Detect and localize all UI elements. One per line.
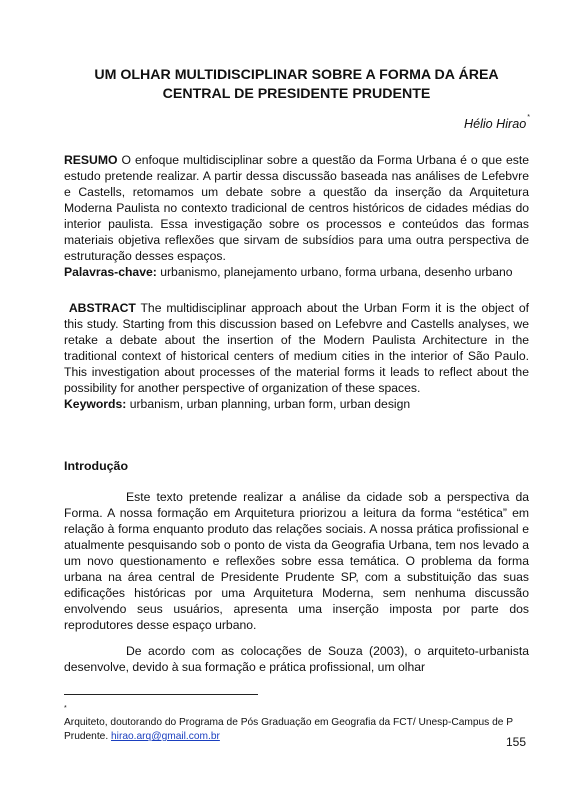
footnote-text: Arquiteto, doutorando do Programa de Pós Graduação em Geografia da FCT/ Unesp-Campus de P Prudente. bbox=[64, 717, 513, 742]
resumo-text: O enfoque multidisciplinar sobre a questão da Forma Urbana é o que este estudo pretende realizar. A partir dessa discussão baseada nas análises de Lefebvre e Castells, retomamos um debate sobre a questão da inserção da Arquitetura Moderna Paulista no contexto tradicional de centros históricos de cidades médias do interior paulista. Essa investigação sobre os processos e conteúdos das formas materiais objetiva reflexões que sirvam de subsídios para uma outra perspectiva de estruturação desses espaços. bbox=[64, 153, 529, 263]
abstract-text: The multidisciplinar approach about the Urban Form it is the object of this study. Starting from this discussion based on Lefebvre and Castells analyses, we retake a debate about the insertion of the Modern Paulista Architecture in the traditional context of historical centers of medium cities in the interior of São Paulo. This investigation about processes of the material forms it leads to reflect about the possibility for another perspective of organization of these spaces. bbox=[64, 301, 530, 395]
author-email-link[interactable]: hirao.arq@gmail.com.br bbox=[111, 731, 220, 742]
section-heading-introducao: Introdução bbox=[64, 459, 129, 473]
footnote-marker: * bbox=[64, 705, 67, 712]
author-line bbox=[463, 114, 530, 131]
author-footnote-marker: * bbox=[527, 114, 530, 121]
palavras-chave-text: urbanismo, planejamento urbano, forma urbana, desenho urbano bbox=[156, 265, 513, 279]
resumo-label: RESUMO bbox=[64, 153, 118, 167]
resumo-section bbox=[64, 152, 529, 280]
keywords-text: urbanism, urban planning, urban form, urban design bbox=[126, 397, 411, 411]
author-name: Hélio Hirao bbox=[463, 117, 527, 131]
intro-paragraph-2: De acordo com as colocações de Souza (2003), o arquiteto-urbanista desenvolve, devido à sua formação e prática profissional, um olhar bbox=[64, 644, 529, 674]
intro-paragraph-1: Este texto pretende realizar a análise da cidade sob a perspectiva da Forma. A nossa formação em Arquitetura priorizou a leitura da forma “estética” em relação à forma enquanto produto das relações sociais. A nossa prática profissional e atualmente pesquisando sob o ponto de vista da Geografia Urbana, tem nos levado a um novo questionamento e reflexões sobre essa temática. O problema da forma urbana na área central de Presidente Prudente SP, com a substituição das suas edificações históricas por uma Arquitetura Moderna, sem nenhuma discussão envolvendo seus usuários, apresenta uma inserção imposta por parte dos reprodutores desse espaço urbano. bbox=[64, 490, 529, 632]
palavras-chave-label: Palavras-chave: bbox=[64, 265, 157, 279]
page-number: 155 bbox=[505, 735, 526, 749]
abstract-label: ABSTRACT bbox=[68, 301, 136, 315]
footnote bbox=[64, 702, 529, 744]
footnote-divider bbox=[64, 694, 258, 695]
paper-title: UM OLHAR MULTIDISCIPLINAR SOBRE A FORMA DA ÁREA CENTRAL DE PRESIDENTE PRUDENTE bbox=[94, 67, 499, 102]
abstract-section bbox=[64, 300, 529, 412]
keywords-label: Keywords: bbox=[64, 397, 127, 411]
